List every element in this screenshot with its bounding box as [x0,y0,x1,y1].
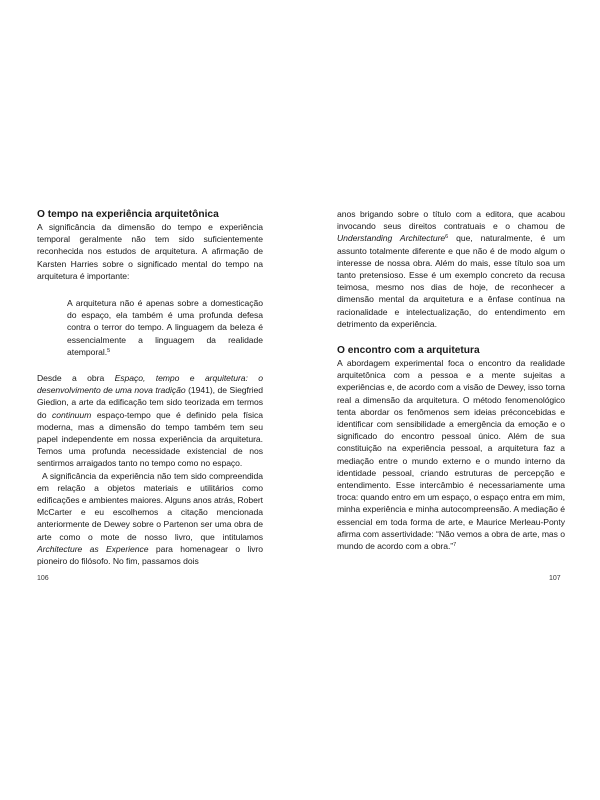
footnote-marker: 6 [445,234,449,241]
footnote-marker: 5 [107,347,111,354]
paragraph: Desde a obra Espaço, tempo e arquitetura: o desenvolvimento de uma nova tradição (1941), de Siegfried Giedion, a arte da edificação tem sido teorizada em termos do continuum espaço-tempo que é definido pela física moderna, mas a dimensão do tempo também tem seu papel independente em nossa experiência da arquitetura. Temos uma profunda necessidade existencial de nos sentirmos arraigados tanto no tempo como no espaço. [37,373,264,469]
paragraph: A abordagem experimental foca o encontro da realidade arquitetônica com a pessoa e a mente sujeitas a experiências e, de acordo com a visão de Dewey, isso torna real a dimensão da arquitetura. O método fenomenológico tenta abordar os fenômenos sem ideias préconcebidas e identificar com sensibilidade a emergência da emoção e o significado do encontro pessoal único. Além de sua constituição na experiência pessoal, a arquitetura faz a mediação entre o mundo externo e o mundo interno da identidade pessoal, criando estruturas de percepção e entendimento. Esse intercâmbio é necessariamente uma troca: quando entro em um espaço, o espaço entra em mim, minha experiência e minha autocompreensão. A mediação é essencial em toda forma de arte, e Maurice Merleau-Ponty afirma com assertividade: “Não vemos a obra de arte, mas o mundo de acordo com a obra.”$^7$ [337,358,565,552]
paragraph: A significância da dimensão do tempo e experiência temporal geralmente não tem sido suficientemente reconhecida nos estudos de arquitetura. A afirmação de Karsten Harries sobre o significado mental do tempo na arquitetura é importante: [37,222,263,281]
book-title: Espaço, tempo e arquitetura: o desenvolvimento de uma nova tradição [37,373,263,396]
left-page [37,208,263,567]
page-number: 106 [37,575,49,582]
spacer [337,330,565,344]
right-page [337,208,565,552]
italic-term: continuum [52,409,92,420]
section-heading: O encontro com a arquitetura [337,345,480,357]
block-quote: A arquitetura não é apenas sobre a domesticação do espaço, ela também é uma profunda defesa contra o terror do tempo. A linguagem da beleza é essencialmente a linguagem da realidade atemporal.$^5$ [67,298,263,357]
paragraph: A significância da experiência não tem sido compreendida em relação a objetos materiais e utilitários como edificações e ambientes maiores. Alguns anos atrás, Robert McCarter e eu escolhemos a citação mencionada anteriormente de Dewey sobre o Partenon ser uma obra de arte como o mote de nosso livro, que intitulamos Architecture as Experience para homenagear o livro pioneiro do filósofo. No fim, passamos dois [37,470,263,567]
paragraph: anos brigando sobre o título com a editora, que acabou invocando seus direitos contratuais e o chamou de Understanding Architecture$^6$ que, naturalmente, é um assunto totalmente diferente e que não é de modo algum o interesse de nossa obra. Além do mais, esse título soa um tanto pretensioso. Esse é um exemplo concreto da recusa teimosa, mesmo nos dias de hoje, de reconhecer a dimensão mental da arquitetura e a ênfase contínua na racionalidade e intelectualização, do entendimento em detrimento da experiência. [337,209,565,329]
section-heading: O tempo na experiência arquitetônica [37,209,219,220]
page-number: 107 [549,575,561,582]
book-title: Understanding Architecture [337,233,446,244]
book-title: Architecture as Experience [37,543,149,554]
footnote-marker: 7 [453,542,457,549]
